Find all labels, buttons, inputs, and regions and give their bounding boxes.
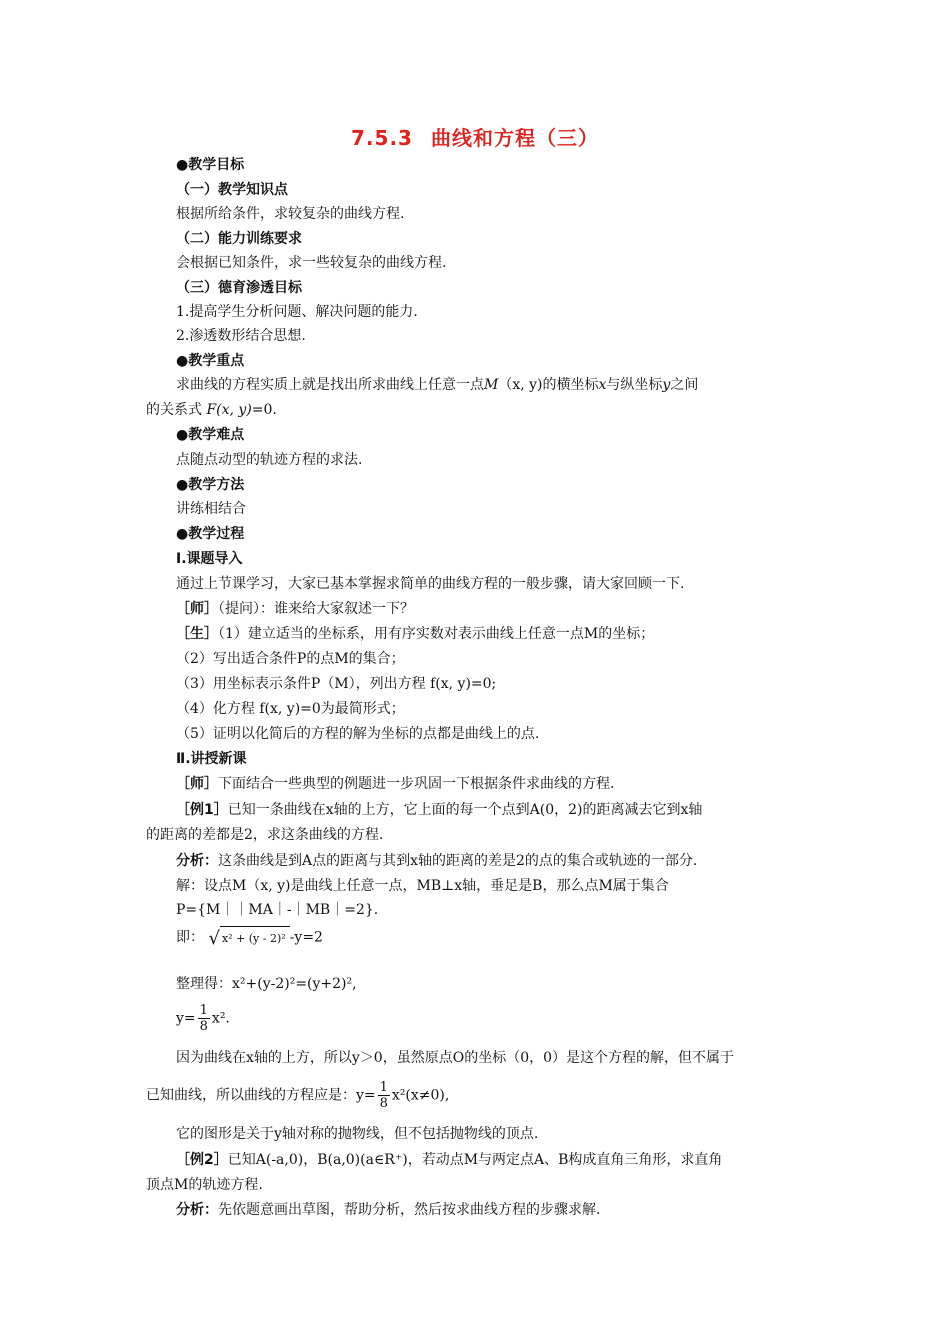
subheading-ability: （二）能力训练要求 bbox=[176, 231, 302, 247]
heading-teaching-goals: ●教学目标 bbox=[176, 157, 245, 173]
step-item: （2）写出适合条件P的点M的集合； bbox=[176, 651, 405, 667]
paragraph: 因为曲线在x轴的上方，所以y＞0，虽然原点O的坐标（0，0）是这个方程的解，但不属于 bbox=[176, 1050, 735, 1066]
solution-line: P={M｜｜MA｜-｜MB｜=2}. bbox=[176, 902, 379, 918]
paragraph: 会根据已知条件，求一些较复杂的曲线方程. bbox=[176, 255, 447, 271]
analysis-1: 分析：这条曲线是到A点的距离与其到x轴的距离的差是2的点的集合或轨迹的一部分. bbox=[176, 853, 698, 869]
example-1-cont: 的距离的差都是2，求这条曲线的方程. bbox=[146, 827, 384, 843]
page-title bbox=[0, 122, 950, 151]
subheading-knowledge: （一）教学知识点 bbox=[176, 182, 288, 198]
paragraph: 求曲线的方程实质上就是找出所求曲线上任意一点M（x, y)的横坐标x与纵坐标y之间 bbox=[176, 377, 699, 393]
section-number: 7.5.3 bbox=[351, 126, 413, 150]
fraction: $\frac{1}{8}$ bbox=[379, 1080, 388, 1111]
example-2-cont: 顶点M的轨迹方程. bbox=[146, 1177, 263, 1193]
sqrt-expression: √ x² + (y - 2)² bbox=[208, 926, 289, 949]
solution-line: 即： √ x² + (y - 2)² -y=2 bbox=[176, 928, 323, 949]
paragraph: 根据所给条件，求较复杂的曲线方程. bbox=[176, 206, 405, 222]
step-item: （3）用坐标表示条件P（M），列出方程 f(x, y)=0; bbox=[176, 676, 497, 692]
paragraph: 的关系式 F(x, y)=0. bbox=[146, 402, 277, 418]
solution-line: 整理得：x²+(y-2)²=(y+2)², bbox=[176, 976, 357, 992]
heading-key-point: ●教学重点 bbox=[176, 353, 245, 369]
paragraph: 它的图形是关于y轴对称的抛物线，但不包括抛物线的顶点. bbox=[176, 1126, 539, 1142]
step-item: （4）化方程 f(x, y)=0为最简形式； bbox=[176, 701, 405, 717]
paragraph: 点随点动型的轨迹方程的求法. bbox=[176, 452, 363, 468]
example-2: ［例2］已知A(-a,0)，B(a,0)(a∈R⁺)，若动点M与两定点A、B构成直角三角形，求直角 bbox=[176, 1152, 723, 1168]
solution-line: y= $\frac{1}{8}$ x². bbox=[176, 1003, 230, 1034]
paragraph: 1.提高学生分析问题、解决问题的能力. bbox=[176, 304, 418, 320]
paragraph: 通过上节课学习，大家已基本掌握求简单的曲线方程的一般步骤，请大家回顾一下. bbox=[176, 576, 685, 592]
dialogue-teacher: ［师］（提问）：谁来给大家叙述一下？ bbox=[176, 601, 414, 617]
paragraph: 已知曲线，所以曲线的方程应是：y= $\frac{1}{8}$ x²(x≠0), bbox=[146, 1080, 450, 1111]
paragraph: 讲练相结合 bbox=[176, 501, 246, 517]
step-item: （5）证明以化简后的方程的解为坐标的点都是曲线上的点. bbox=[176, 726, 540, 742]
subheading-intro: Ⅰ.课题导入 bbox=[176, 551, 243, 567]
dialogue-student: ［生］（1）建立适当的坐标系，用有序实数对表示曲线上任意一点M的坐标； bbox=[176, 626, 655, 642]
fraction: $\frac{1}{8}$ bbox=[199, 1003, 208, 1034]
analysis-2: 分析：先依题意画出草图，帮助分析，然后按求曲线方程的步骤求解. bbox=[176, 1202, 601, 1218]
heading-method: ●教学方法 bbox=[176, 477, 245, 493]
paragraph: 2.渗透数形结合思想. bbox=[176, 328, 306, 344]
example-1: ［例1］已知一条曲线在x轴的上方，它上面的每一个点到A(0，2)的距离减去它到x轴 bbox=[176, 802, 703, 818]
heading-difficulty: ●教学难点 bbox=[176, 427, 245, 443]
heading-process: ●教学过程 bbox=[176, 526, 245, 542]
solution-line: 解：设点M（x, y)是曲线上任意一点，MB⊥x轴，垂足是B，那么点M属于集合 bbox=[176, 878, 669, 894]
subheading-moral: （三）德育渗透目标 bbox=[176, 280, 302, 296]
dialogue-teacher: ［师］下面结合一些典型的例题进一步巩固一下根据条件求曲线的方程. bbox=[176, 776, 615, 792]
section-title: 曲线和方程（三） bbox=[430, 126, 599, 150]
subheading-new-lesson: Ⅱ.讲授新课 bbox=[176, 751, 247, 767]
